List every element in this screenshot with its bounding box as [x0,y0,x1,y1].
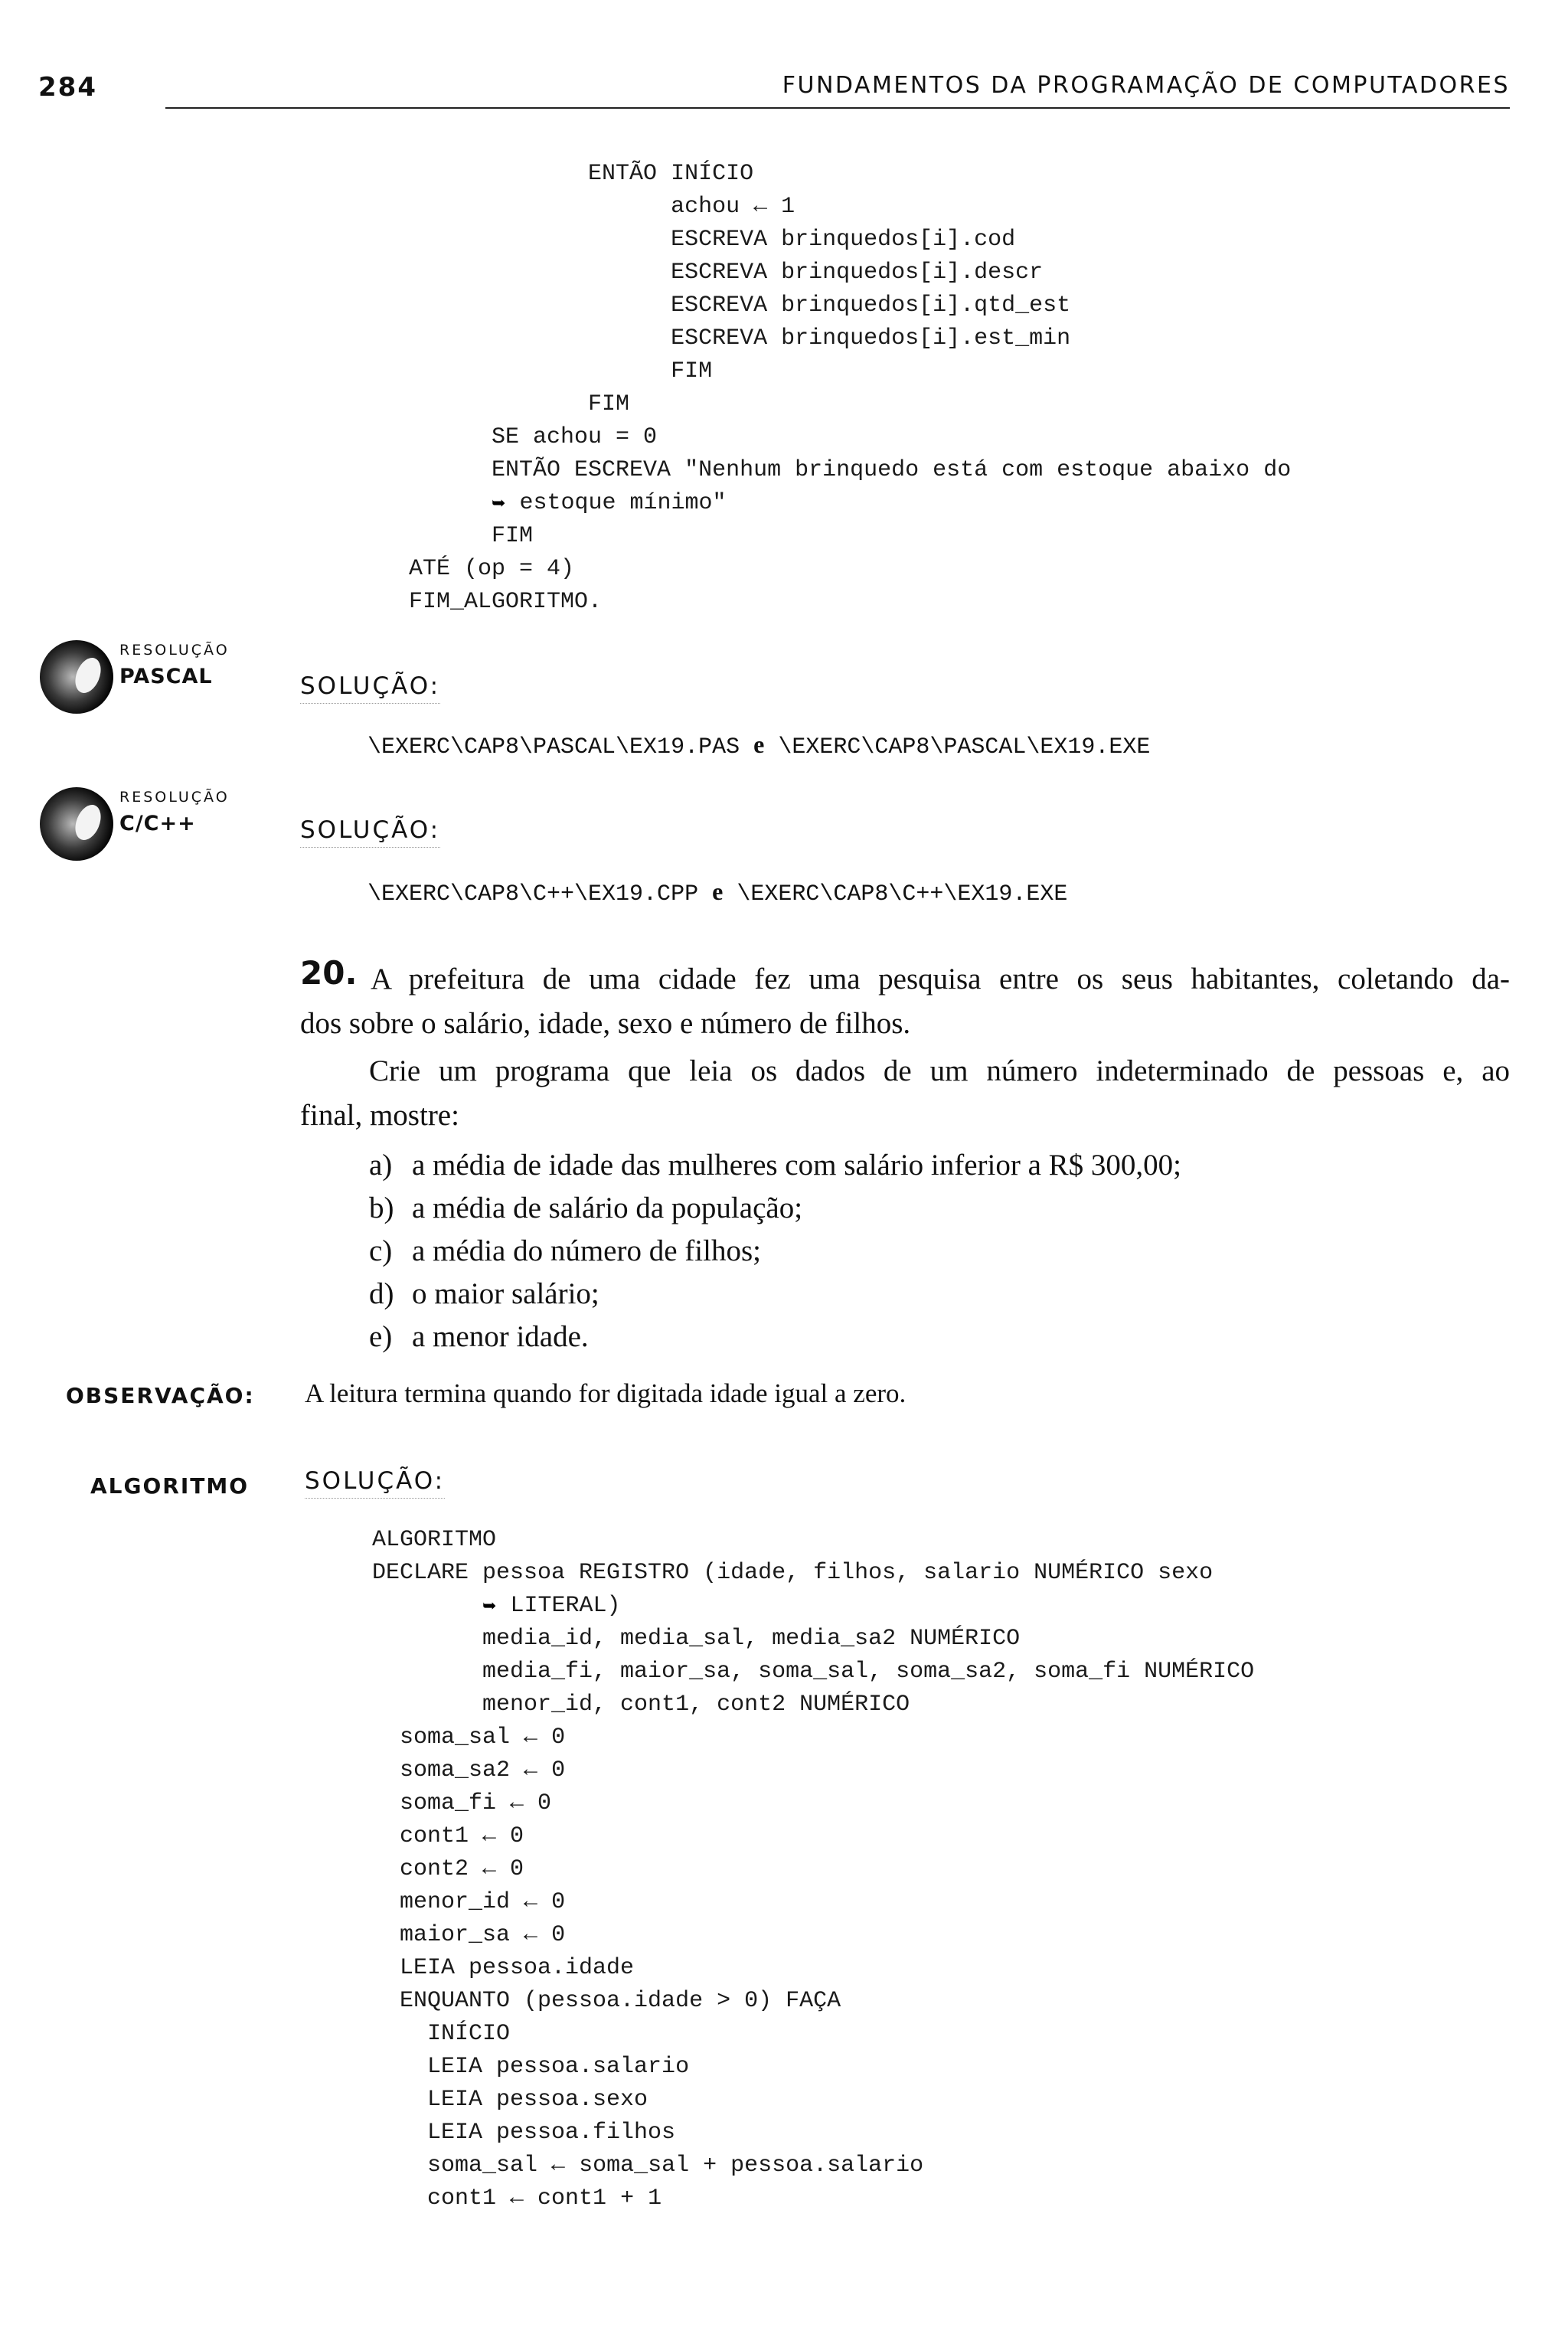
code-line: ATÉ (op = 4) [368,556,575,582]
code-line: INÍCIO [372,2021,511,2047]
code-line: cont1 ← cont1 + 1 [372,2186,662,2212]
list-marker: a) [369,1149,393,1182]
code-line: menor_id ← 0 [372,1889,566,1915]
code-line: soma_sal ← 0 [372,1725,566,1751]
assign-arrow-icon: ← [482,1856,497,1882]
solution-label-algorithm: SOLUÇÃO: [305,1467,445,1499]
code-line: ESCREVA brinquedos[i].cod [368,227,1016,253]
code-line: SE achou = 0 [368,424,658,450]
exercise-intro-line-1: A prefeitura de uma cidade fez uma pesquisa entre os seus habitantes, coletando da- [371,963,1510,995]
resolution-disc-icon [40,640,113,714]
code-block-algorithm [372,1524,1254,2215]
code-line: LEIA pessoa.filhos [372,2120,676,2146]
code-line: FIM [368,358,713,384]
running-head: FUNDAMENTOS DA PROGRAMAÇÃO DE COMPUTADORES [782,72,1510,99]
code-line: ESCREVA brinquedos[i].qtd_est [368,293,1071,319]
assign-arrow-icon: ← [524,1725,538,1751]
list-item [369,1187,802,1230]
continuation-arrow-icon: ➥ [492,494,506,513]
code-line: LEIA pessoa.salario [372,2054,690,2080]
code-block-top [368,158,1291,619]
code-line: soma_sal ← soma_sal + pessoa.salario [372,2153,924,2179]
code-line: cont2 ← 0 [372,1856,524,1882]
badge-small-label: RESOLUÇÃO [119,642,230,659]
algorithm-label: ALGORITMO [90,1473,250,1499]
code-line: achou ← 1 [368,194,795,220]
badge-small-label: RESOLUÇÃO [119,789,230,806]
assign-arrow-icon: ← [524,1757,538,1783]
code-line: FIM [368,523,534,549]
badge-big-label: PASCAL [119,665,213,688]
list-marker: c) [369,1234,393,1267]
path-pascal-source: \EXERC\CAP8\PASCAL\EX19.PAS [368,734,740,760]
code-line: ENTÃO ESCREVA "Nenhum brinquedo está com estoque abaixo do [368,457,1292,483]
list-text: o maior salário; [412,1277,599,1310]
code-line: ➥ estoque mínimo" [368,487,1291,520]
list-text: a média do número de filhos; [412,1234,761,1267]
solution-paths-cpp [368,878,1067,907]
code-line: cont1 ← 0 [372,1823,524,1849]
code-line: LEIA pessoa.sexo [372,2087,648,2113]
code-line: soma_sa2 ← 0 [372,1757,566,1783]
assign-arrow-icon: ← [551,2153,566,2179]
list-marker: d) [369,1277,394,1310]
badge-resolucao-pascal [40,640,270,717]
list-marker: b) [369,1192,394,1224]
page-number: 284 [38,72,97,103]
code-line: menor_id, cont1, cont2 NUMÉRICO [372,1692,910,1718]
code-line: soma_fi ← 0 [372,1790,552,1816]
code-line: ENQUANTO (pessoa.idade > 0) FAÇA [372,1988,841,2014]
code-line: LEIA pessoa.idade [372,1955,635,1981]
badge-resolucao-cpp [40,787,270,864]
list-text: a média de idade das mulheres com salário inferior a R$ 300,00; [412,1149,1182,1182]
list-item [369,1144,1181,1187]
code-line: ➥ LITERAL) [372,1590,1254,1623]
list-marker: e) [369,1320,393,1353]
code-line: media_id, media_sal, media_sa2 NUMÉRICO [372,1626,1021,1652]
assign-arrow-icon: ← [482,1823,497,1849]
code-line: maior_sa ← 0 [372,1922,566,1948]
list-item [369,1316,589,1358]
path-conjunction: e [712,878,724,905]
path-cpp-exe: \EXERC\CAP8\C++\EX19.EXE [737,881,1068,907]
exercise-task-line-1: Crie um programa que leia os dados de um número indeterminado de pessoas e, ao [369,1054,1510,1087]
code-line: ALGORITMO [372,1527,497,1553]
continuation-arrow-icon: ➥ [482,1597,497,1616]
list-item [369,1273,599,1316]
code-line: FIM_ALGORITMO. [368,589,603,615]
exercise-intro-line-2: dos sobre o salário, idade, sexo e número de filhos. [300,1007,911,1040]
code-line: ESCREVA brinquedos[i].est_min [368,325,1071,351]
assign-arrow-icon: ← [510,1790,524,1816]
path-conjunction: e [753,731,765,758]
exercise-number: 20. [300,954,358,992]
solution-label-pascal: SOLUÇÃO: [300,672,440,704]
path-pascal-exe: \EXERC\CAP8\PASCAL\EX19.EXE [778,734,1151,760]
list-text: a média de salário da população; [412,1192,803,1224]
code-line: ENTÃO INÍCIO [368,161,754,187]
code-line: ESCREVA brinquedos[i].descr [368,260,1044,286]
badge-big-label: C/C++ [119,812,196,835]
exercise-task-line-2: final, mostre: [300,1099,459,1132]
observation-text: A leitura termina quando for digitada idade igual a zero. [305,1378,906,1408]
list-text: a menor idade. [412,1320,589,1353]
solution-paths-pascal [368,731,1150,760]
resolution-disc-icon [40,787,113,861]
code-line: media_fi, maior_sa, soma_sal, soma_sa2, soma_fi NUMÉRICO [372,1659,1255,1685]
observation-label: OBSERVAÇÃO: [66,1383,255,1408]
list-item [369,1230,761,1273]
path-cpp-source: \EXERC\CAP8\C++\EX19.CPP [368,881,699,907]
assign-arrow-icon: ← [510,2186,524,2212]
assign-arrow-icon: ← [753,194,768,220]
assign-arrow-icon: ← [524,1889,538,1915]
solution-label-cpp: SOLUÇÃO: [300,816,440,848]
assign-arrow-icon: ← [524,1922,538,1948]
header-rule [165,107,1510,109]
code-line: FIM [368,391,630,417]
code-line: DECLARE pessoa REGISTRO (idade, filhos, salario NUMÉRICO sexo [372,1560,1214,1586]
